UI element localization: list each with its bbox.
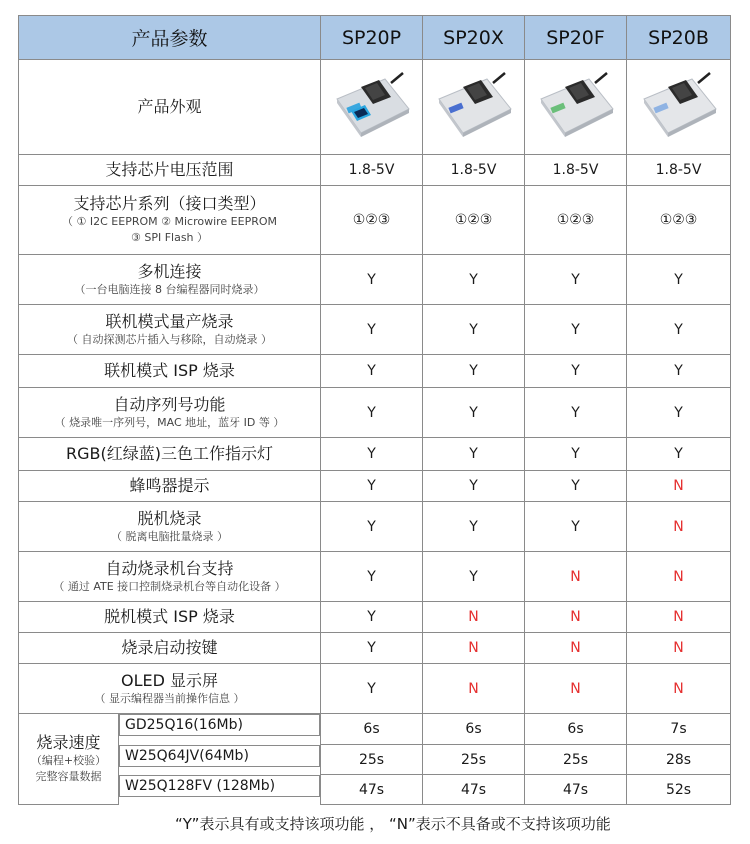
- speed-value-cell: 28s: [627, 745, 731, 775]
- value-cell: Y: [525, 502, 627, 552]
- table-row: [19, 633, 731, 664]
- value-cell: Y: [627, 255, 731, 305]
- feature-note: （ 显示编程器当前操作信息 ）: [94, 691, 245, 705]
- feature-label: 脱机烧录: [137, 508, 202, 528]
- header-row: [19, 16, 731, 60]
- feature-label-cell: [19, 305, 321, 355]
- feature-label: 自动烧录机台支持: [105, 558, 234, 578]
- feature-note: （ ① I2C EEPROM ② Microwire EEPROM: [62, 215, 277, 228]
- spec-table: [18, 15, 731, 805]
- speed-note: （编程+校验）: [30, 754, 107, 767]
- feature-label-cell: [19, 155, 321, 186]
- feature-label: 自动序列号功能: [113, 394, 226, 414]
- appearance-row: [19, 60, 731, 155]
- feature-label: 蜂鸣器提示: [129, 476, 210, 495]
- value-cell: Y: [321, 552, 423, 602]
- table-row: [19, 255, 731, 305]
- value-cell: Y: [423, 355, 525, 388]
- header-model-sp20f: SP20F: [525, 16, 627, 60]
- value-cell: Y: [321, 388, 423, 438]
- feature-label-cell: [19, 502, 321, 552]
- value-cell: Y: [627, 305, 731, 355]
- sp20x-device-image: [435, 71, 513, 143]
- appearance-cell-sp20f: [525, 60, 627, 155]
- value-cell: Y: [627, 388, 731, 438]
- header-model-sp20b: SP20B: [627, 16, 731, 60]
- value-cell: N: [423, 633, 525, 664]
- feature-label-cell: [19, 186, 321, 255]
- table-row: [19, 305, 731, 355]
- value-cell: N: [627, 471, 731, 502]
- legend-footnote: “Y”表示具有或支持该项功能 ， “N”表示不具备或不支持该项功能: [175, 815, 611, 833]
- speed-value-cell: 6s: [525, 714, 627, 745]
- value-cell: Y: [627, 438, 731, 471]
- feature-label-cell: [19, 633, 321, 664]
- value-cell: 1.8-5V: [627, 155, 731, 186]
- appearance-label: 产品外观: [137, 97, 202, 116]
- feature-label-cell: [19, 602, 321, 633]
- value-cell: Y: [321, 305, 423, 355]
- speed-value-cell: 7s: [627, 714, 731, 745]
- value-cell: Y: [321, 664, 423, 714]
- value-cell: Y: [525, 355, 627, 388]
- feature-note: （ 脱离电脑批量烧录 ）: [111, 529, 228, 543]
- speed-value-cell: 47s: [321, 775, 423, 805]
- feature-label: 烧录启动按键: [121, 638, 218, 657]
- value-cell: Y: [321, 471, 423, 502]
- value-cell: N: [627, 502, 731, 552]
- value-cell: ①②③: [525, 186, 627, 255]
- feature-note: （ 通过 ATE 接口控制烧录机台等自动化设备 ）: [53, 579, 286, 593]
- value-cell: Y: [525, 471, 627, 502]
- feature-label-cell: [19, 255, 321, 305]
- appearance-cell-sp20b: [627, 60, 731, 155]
- value-cell: N: [423, 664, 525, 714]
- appearance-cell-sp20x: [423, 60, 525, 155]
- value-cell: ①②③: [627, 186, 731, 255]
- speed-chip-name: W25Q128FV (128Mb): [119, 775, 320, 797]
- value-cell: N: [525, 633, 627, 664]
- value-cell: N: [627, 552, 731, 602]
- feature-note: （一台电脑连接 8 台编程器同时烧录）: [74, 282, 265, 296]
- value-cell: Y: [423, 255, 525, 305]
- table-row: [19, 664, 731, 714]
- speed-note-2: 完整容量数据: [35, 770, 102, 783]
- table-row: [19, 602, 731, 633]
- feature-label: 脱机模式 ISP 烧录: [104, 607, 235, 626]
- table-row: [19, 471, 731, 502]
- feature-label: 支持芯片电压范围: [105, 160, 234, 179]
- feature-label: RGB(红绿蓝)三色工作指示灯: [66, 444, 273, 463]
- table-row: [19, 502, 731, 552]
- speed-row: [19, 714, 731, 745]
- value-cell: ①②③: [321, 186, 423, 255]
- value-cell: Y: [525, 255, 627, 305]
- value-cell: Y: [321, 633, 423, 664]
- table-row: [19, 438, 731, 471]
- speed-value-cell: 47s: [525, 775, 627, 805]
- value-cell: Y: [423, 388, 525, 438]
- value-cell: Y: [321, 355, 423, 388]
- speed-value-cell: 47s: [423, 775, 525, 805]
- header-param-label: 产品参数: [19, 16, 321, 60]
- feature-label-cell: [19, 552, 321, 602]
- appearance-cell-sp20p: [321, 60, 423, 155]
- header-model-sp20p: SP20P: [321, 16, 423, 60]
- value-cell: Y: [627, 355, 731, 388]
- table-row: [19, 186, 731, 255]
- value-cell: N: [525, 552, 627, 602]
- value-cell: Y: [525, 438, 627, 471]
- speed-value-cell: 25s: [423, 745, 525, 775]
- speed-label: 烧录速度: [36, 733, 101, 752]
- value-cell: Y: [423, 552, 525, 602]
- table-row: [19, 388, 731, 438]
- value-cell: 1.8-5V: [525, 155, 627, 186]
- value-cell: Y: [321, 502, 423, 552]
- header-model-sp20x: SP20X: [423, 16, 525, 60]
- feature-note: ③ SPI Flash ）: [130, 231, 209, 244]
- feature-label: OLED 显示屏: [120, 670, 219, 690]
- sp20f-device-image: [537, 71, 615, 143]
- feature-label-cell: [19, 438, 321, 471]
- feature-note: （ 自动探测芯片插入与移除，自动烧录 ）: [67, 332, 272, 346]
- value-cell: Y: [321, 438, 423, 471]
- feature-label: 联机模式 ISP 烧录: [104, 361, 235, 380]
- value-cell: Y: [423, 502, 525, 552]
- speed-row: [19, 775, 731, 805]
- value-cell: Y: [321, 602, 423, 633]
- speed-value-cell: 52s: [627, 775, 731, 805]
- feature-note: （ 烧录唯一序列号，MAC 地址，蓝牙 ID 等 ）: [54, 415, 285, 429]
- value-cell: Y: [525, 305, 627, 355]
- value-cell: 1.8-5V: [321, 155, 423, 186]
- feature-label: 联机模式量产烧录: [105, 311, 234, 331]
- value-cell: N: [423, 602, 525, 633]
- value-cell: Y: [321, 255, 423, 305]
- feature-label-cell: [19, 388, 321, 438]
- value-cell: N: [627, 633, 731, 664]
- speed-chip-name: W25Q64JV(64Mb): [119, 745, 320, 767]
- feature-label-cell: [19, 664, 321, 714]
- speed-value-cell: 6s: [321, 714, 423, 745]
- value-cell: N: [525, 602, 627, 633]
- feature-label: 多机连接: [137, 261, 202, 281]
- speed-value-cell: 25s: [525, 745, 627, 775]
- table-row: [19, 355, 731, 388]
- speed-value-cell: 6s: [423, 714, 525, 745]
- table-row: [19, 552, 731, 602]
- feature-label-cell: [19, 471, 321, 502]
- table-row: [19, 155, 731, 186]
- feature-label-cell: [19, 355, 321, 388]
- value-cell: 1.8-5V: [423, 155, 525, 186]
- value-cell: N: [525, 664, 627, 714]
- appearance-label-cell: [19, 60, 321, 155]
- value-cell: ①②③: [423, 186, 525, 255]
- value-cell: N: [627, 602, 731, 633]
- sp20p-device-image: [333, 71, 411, 143]
- speed-label-cell: [19, 714, 119, 805]
- speed-row: [19, 745, 731, 775]
- value-cell: Y: [423, 471, 525, 502]
- sp20b-device-image: [640, 71, 718, 143]
- value-cell: N: [627, 664, 731, 714]
- value-cell: Y: [423, 305, 525, 355]
- value-cell: Y: [525, 388, 627, 438]
- speed-chip-name: GD25Q16(16Mb): [119, 714, 320, 736]
- speed-value-cell: 25s: [321, 745, 423, 775]
- value-cell: Y: [423, 438, 525, 471]
- feature-label: 支持芯片系列（接口类型）: [73, 194, 266, 213]
